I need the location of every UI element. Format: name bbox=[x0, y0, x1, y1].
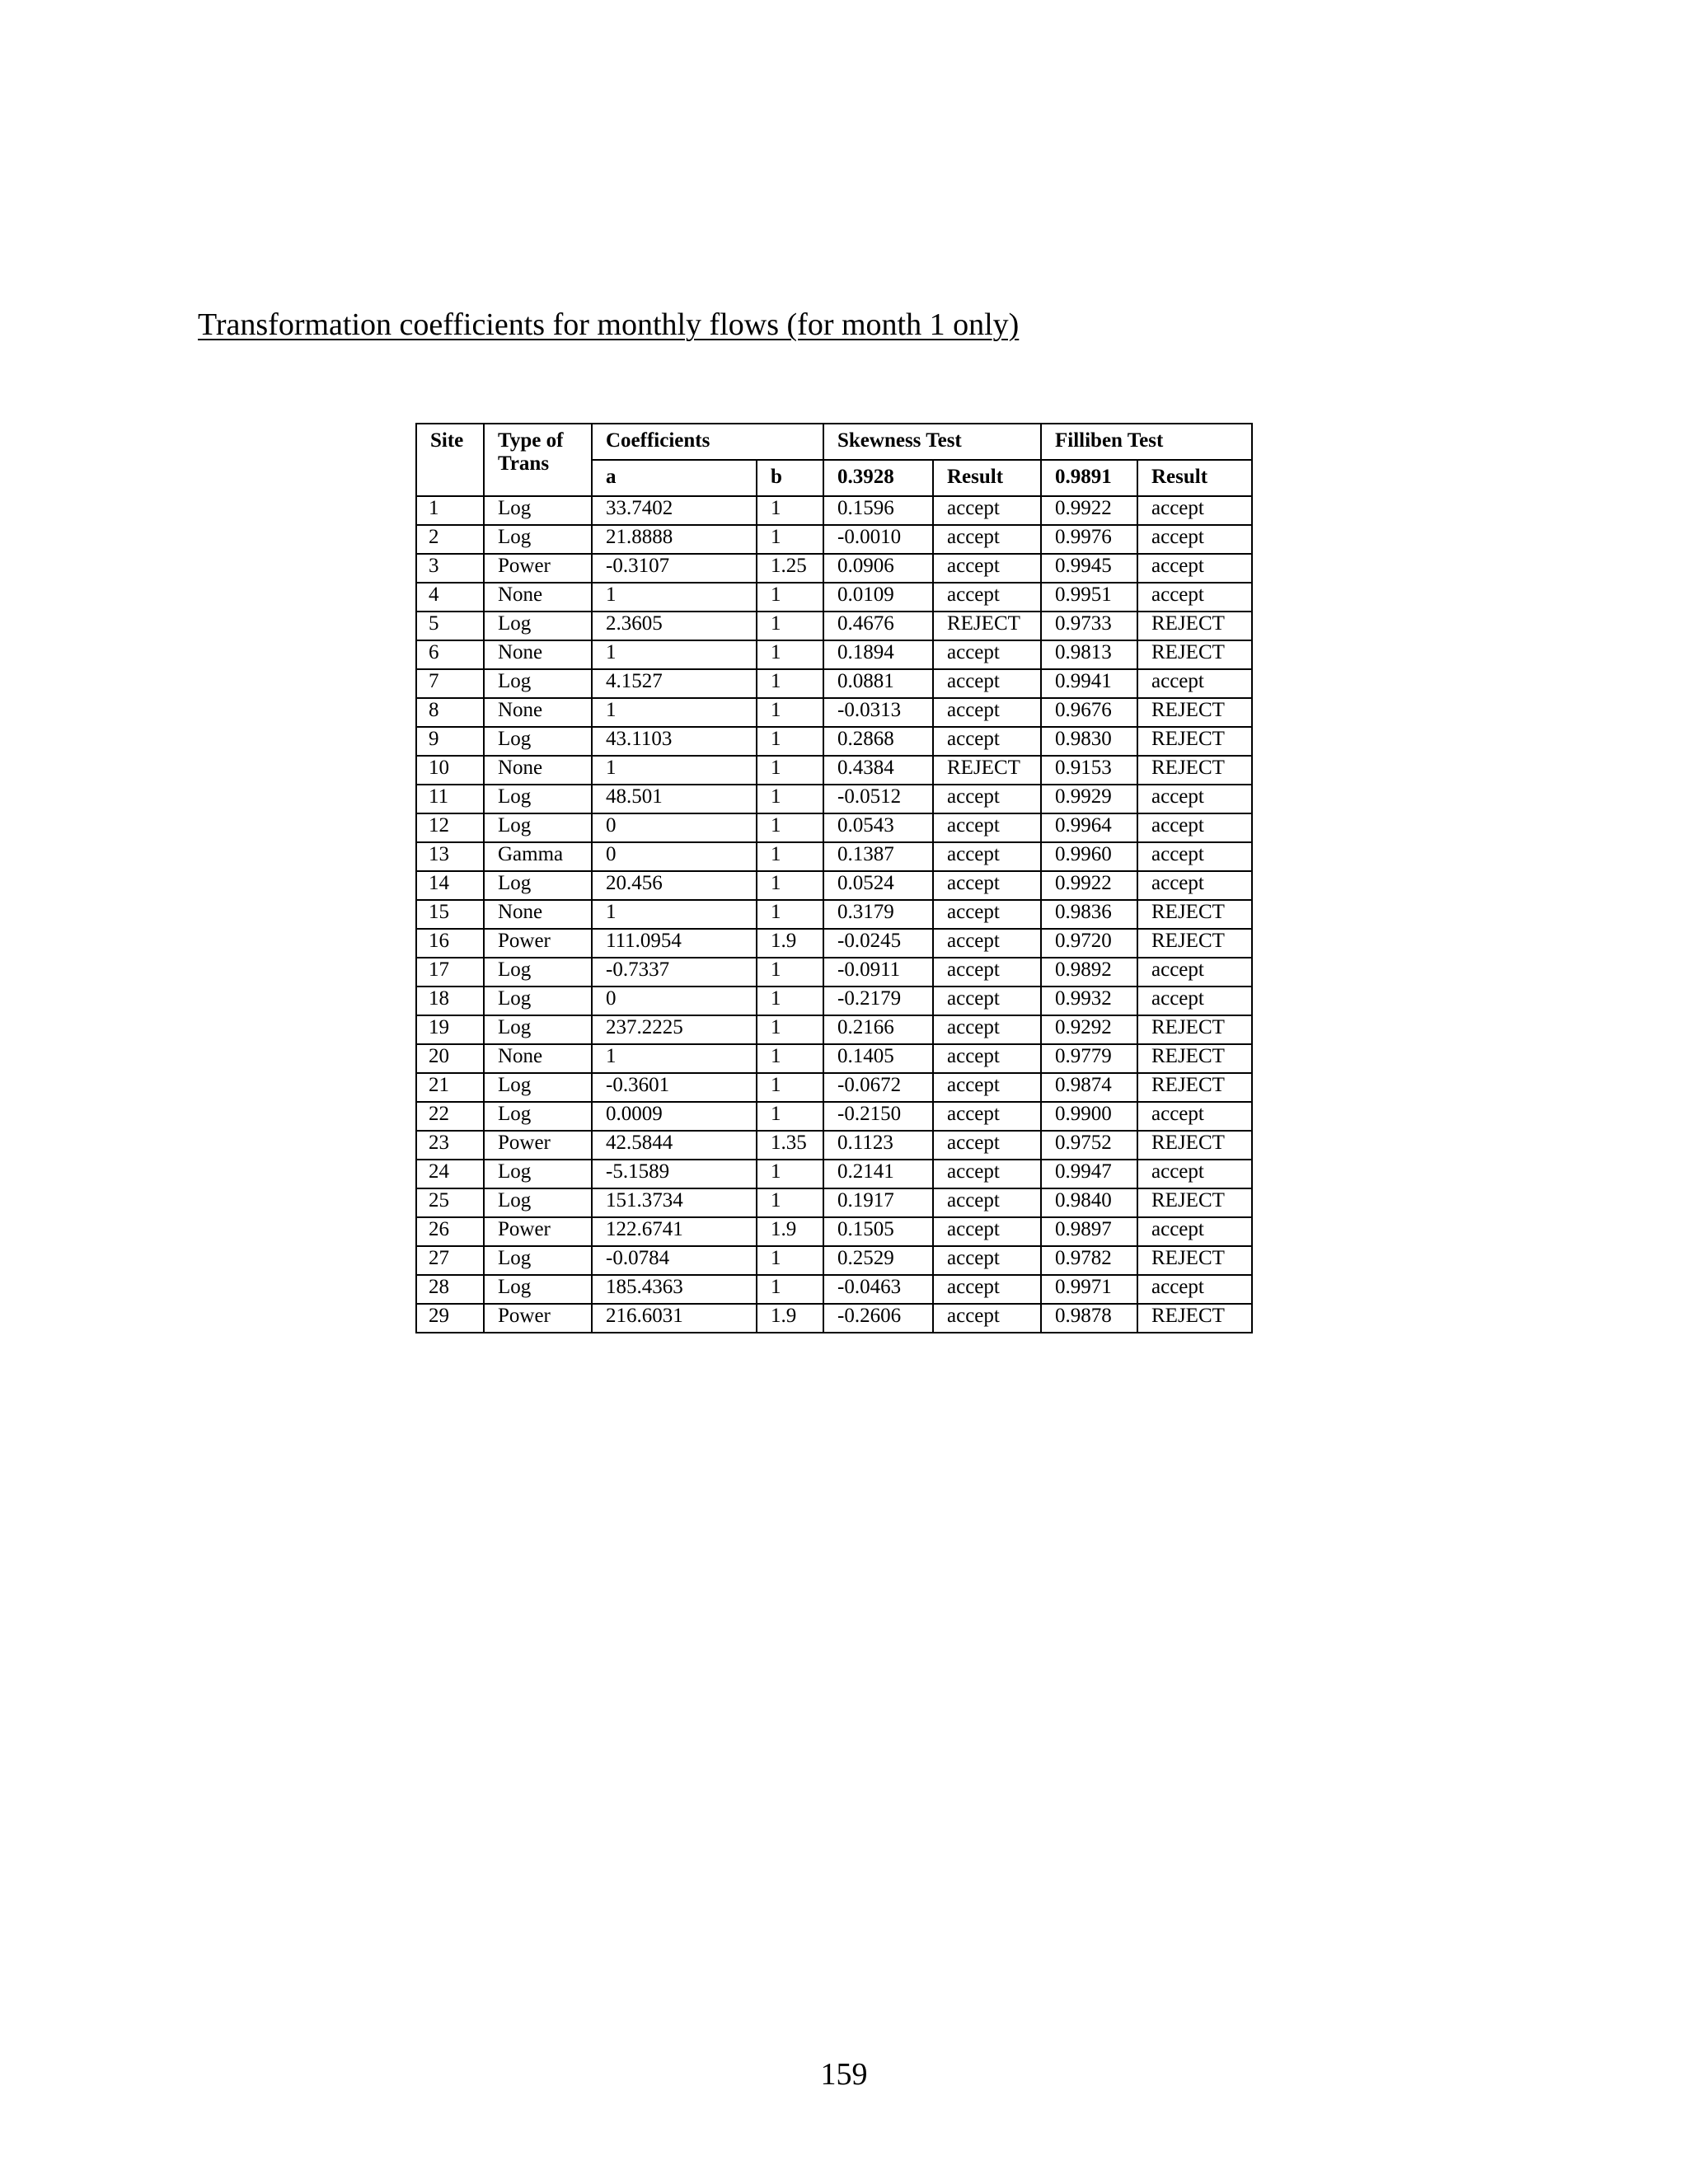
coefficient-b-cell: 1 bbox=[757, 525, 823, 554]
coefficient-b-cell: 1.9 bbox=[757, 1217, 823, 1246]
skewness-result-cell: accept bbox=[933, 1073, 1041, 1102]
site-cell: 25 bbox=[416, 1188, 484, 1217]
filliben-value-cell: 0.9951 bbox=[1041, 583, 1137, 612]
filliben-value-cell: 0.9752 bbox=[1041, 1131, 1137, 1160]
type-cell: Log bbox=[484, 1188, 592, 1217]
coefficient-a-cell: -0.3107 bbox=[592, 554, 757, 583]
filliben-result-cell: REJECT bbox=[1137, 1304, 1252, 1333]
type-cell: Log bbox=[484, 612, 592, 640]
coefficient-b-cell: 1 bbox=[757, 1160, 823, 1188]
site-cell: 21 bbox=[416, 1073, 484, 1102]
site-cell: 8 bbox=[416, 698, 484, 727]
skewness-result-cell: REJECT bbox=[933, 756, 1041, 785]
coefficient-b-cell: 1 bbox=[757, 583, 823, 612]
filliben-value-cell: 0.9874 bbox=[1041, 1073, 1137, 1102]
coefficient-a-cell: -0.3601 bbox=[592, 1073, 757, 1102]
table-row bbox=[416, 1044, 1252, 1073]
coefficient-b-cell: 1 bbox=[757, 496, 823, 525]
site-cell: 26 bbox=[416, 1217, 484, 1246]
type-cell: Log bbox=[484, 958, 592, 987]
coefficient-b-cell: 1 bbox=[757, 785, 823, 813]
site-cell: 15 bbox=[416, 900, 484, 929]
skewness-value-cell: 0.0543 bbox=[823, 813, 933, 842]
filliben-result-cell: accept bbox=[1137, 958, 1252, 987]
site-cell: 23 bbox=[416, 1131, 484, 1160]
site-cell: 11 bbox=[416, 785, 484, 813]
type-cell: None bbox=[484, 698, 592, 727]
site-cell: 22 bbox=[416, 1102, 484, 1131]
skewness-value-cell: 0.0881 bbox=[823, 669, 933, 698]
coefficient-a-cell: 1 bbox=[592, 1044, 757, 1073]
coefficient-b-cell: 1 bbox=[757, 842, 823, 871]
coefficient-a-cell: -0.0784 bbox=[592, 1246, 757, 1275]
table-body bbox=[416, 496, 1252, 1333]
site-cell: 14 bbox=[416, 871, 484, 900]
filliben-value-cell: 0.9976 bbox=[1041, 525, 1137, 554]
table-row bbox=[416, 1217, 1252, 1246]
filliben-value-cell: 0.9897 bbox=[1041, 1217, 1137, 1246]
filliben-value-cell: 0.9971 bbox=[1041, 1275, 1137, 1304]
type-cell: Gamma bbox=[484, 842, 592, 871]
page-number: 159 bbox=[820, 2057, 868, 2092]
skewness-result-cell: accept bbox=[933, 958, 1041, 987]
site-cell: 6 bbox=[416, 640, 484, 669]
type-cell: Log bbox=[484, 1073, 592, 1102]
skewness-value-cell: -0.0512 bbox=[823, 785, 933, 813]
skewness-result-cell: accept bbox=[933, 727, 1041, 756]
table-row bbox=[416, 1131, 1252, 1160]
coefficient-a-cell: 4.1527 bbox=[592, 669, 757, 698]
coefficient-a-cell: 48.501 bbox=[592, 785, 757, 813]
skewness-value-cell: 0.1596 bbox=[823, 496, 933, 525]
coefficient-b-cell: 1 bbox=[757, 1102, 823, 1131]
table-row bbox=[416, 756, 1252, 785]
coefficient-b-cell: 1.35 bbox=[757, 1131, 823, 1160]
table-row bbox=[416, 1015, 1252, 1044]
filliben-value-cell: 0.9779 bbox=[1041, 1044, 1137, 1073]
coefficient-b-cell: 1 bbox=[757, 813, 823, 842]
type-cell: Log bbox=[484, 1015, 592, 1044]
table-row bbox=[416, 640, 1252, 669]
skewness-result-cell: accept bbox=[933, 813, 1041, 842]
table-row bbox=[416, 669, 1252, 698]
filliben-result-cell: accept bbox=[1137, 1102, 1252, 1131]
skewness-result-cell: accept bbox=[933, 929, 1041, 958]
skewness-result-cell: accept bbox=[933, 525, 1041, 554]
coefficient-b-header: b bbox=[757, 460, 823, 496]
filliben-result-cell: REJECT bbox=[1137, 756, 1252, 785]
coefficient-a-cell: 42.5844 bbox=[592, 1131, 757, 1160]
type-cell: Log bbox=[484, 987, 592, 1015]
table-row bbox=[416, 929, 1252, 958]
skewness-value-cell: 0.1387 bbox=[823, 842, 933, 871]
type-of-trans-header: Type of Trans bbox=[484, 424, 592, 496]
coefficient-a-cell: 0 bbox=[592, 842, 757, 871]
site-cell: 12 bbox=[416, 813, 484, 842]
filliben-result-cell: accept bbox=[1137, 554, 1252, 583]
skewness-result-cell: accept bbox=[933, 871, 1041, 900]
skewness-value-cell: -0.0245 bbox=[823, 929, 933, 958]
skewness-value-cell: 0.0109 bbox=[823, 583, 933, 612]
table-row bbox=[416, 612, 1252, 640]
site-cell: 20 bbox=[416, 1044, 484, 1073]
skewness-result-cell: accept bbox=[933, 900, 1041, 929]
site-cell: 7 bbox=[416, 669, 484, 698]
skewness-value-cell: 0.1123 bbox=[823, 1131, 933, 1160]
site-cell: 9 bbox=[416, 727, 484, 756]
site-cell: 18 bbox=[416, 987, 484, 1015]
site-cell: 4 bbox=[416, 583, 484, 612]
coefficient-a-cell: 237.2225 bbox=[592, 1015, 757, 1044]
coefficient-b-cell: 1 bbox=[757, 1015, 823, 1044]
skewness-result-cell: REJECT bbox=[933, 612, 1041, 640]
skewness-value-cell: 0.4384 bbox=[823, 756, 933, 785]
type-cell: Log bbox=[484, 785, 592, 813]
filliben-value-cell: 0.9878 bbox=[1041, 1304, 1137, 1333]
filliben-threshold-header: 0.9891 bbox=[1041, 460, 1137, 496]
filliben-result-cell: REJECT bbox=[1137, 1246, 1252, 1275]
skewness-value-cell: 0.0524 bbox=[823, 871, 933, 900]
table-row bbox=[416, 900, 1252, 929]
filliben-value-cell: 0.9676 bbox=[1041, 698, 1137, 727]
coefficient-a-cell: 0.0009 bbox=[592, 1102, 757, 1131]
coefficient-a-cell: 43.1103 bbox=[592, 727, 757, 756]
skewness-result-cell: accept bbox=[933, 1188, 1041, 1217]
filliben-value-cell: 0.9945 bbox=[1041, 554, 1137, 583]
skewness-value-cell: 0.2166 bbox=[823, 1015, 933, 1044]
coefficient-a-cell: 216.6031 bbox=[592, 1304, 757, 1333]
skewness-test-header: Skewness Test bbox=[823, 424, 1041, 460]
coefficient-a-cell: 2.3605 bbox=[592, 612, 757, 640]
skewness-value-cell: 0.4676 bbox=[823, 612, 933, 640]
skewness-result-cell: accept bbox=[933, 669, 1041, 698]
coefficient-b-cell: 1 bbox=[757, 1275, 823, 1304]
skewness-result-cell: accept bbox=[933, 785, 1041, 813]
type-cell: Power bbox=[484, 1131, 592, 1160]
table-row bbox=[416, 1275, 1252, 1304]
coefficient-a-cell: 111.0954 bbox=[592, 929, 757, 958]
coefficient-a-cell: 33.7402 bbox=[592, 496, 757, 525]
coefficient-b-cell: 1 bbox=[757, 987, 823, 1015]
skewness-result-header: Result bbox=[933, 460, 1041, 496]
site-cell: 27 bbox=[416, 1246, 484, 1275]
filliben-result-cell: REJECT bbox=[1137, 640, 1252, 669]
type-cell: Power bbox=[484, 929, 592, 958]
table-header-row-1 bbox=[416, 424, 1252, 460]
skewness-result-cell: accept bbox=[933, 640, 1041, 669]
table-row bbox=[416, 554, 1252, 583]
coefficient-b-cell: 1 bbox=[757, 958, 823, 987]
filliben-value-cell: 0.9892 bbox=[1041, 958, 1137, 987]
coefficient-b-cell: 1 bbox=[757, 871, 823, 900]
site-cell: 28 bbox=[416, 1275, 484, 1304]
coefficient-b-cell: 1 bbox=[757, 612, 823, 640]
table-row bbox=[416, 842, 1252, 871]
skewness-value-cell: 0.0906 bbox=[823, 554, 933, 583]
coefficient-a-cell: 1 bbox=[592, 583, 757, 612]
skewness-value-cell: 0.1505 bbox=[823, 1217, 933, 1246]
coefficient-a-cell: 20.456 bbox=[592, 871, 757, 900]
type-cell: Power bbox=[484, 1304, 592, 1333]
filliben-result-cell: REJECT bbox=[1137, 727, 1252, 756]
skewness-value-cell: -0.2150 bbox=[823, 1102, 933, 1131]
site-cell: 16 bbox=[416, 929, 484, 958]
coefficient-b-cell: 1 bbox=[757, 900, 823, 929]
filliben-result-cell: REJECT bbox=[1137, 1044, 1252, 1073]
coefficient-a-cell: 1 bbox=[592, 756, 757, 785]
table-row bbox=[416, 496, 1252, 525]
skewness-value-cell: -0.0313 bbox=[823, 698, 933, 727]
coefficient-a-cell: 151.3734 bbox=[592, 1188, 757, 1217]
table-row bbox=[416, 1160, 1252, 1188]
coefficient-a-cell: -5.1589 bbox=[592, 1160, 757, 1188]
filliben-value-cell: 0.9782 bbox=[1041, 1246, 1137, 1275]
site-cell: 10 bbox=[416, 756, 484, 785]
filliben-result-cell: accept bbox=[1137, 1160, 1252, 1188]
filliben-result-cell: REJECT bbox=[1137, 929, 1252, 958]
table-row bbox=[416, 525, 1252, 554]
table-row bbox=[416, 1073, 1252, 1102]
coefficient-a-cell: 1 bbox=[592, 900, 757, 929]
filliben-value-cell: 0.9964 bbox=[1041, 813, 1137, 842]
coefficients-header: Coefficients bbox=[592, 424, 823, 460]
coefficient-b-cell: 1 bbox=[757, 1246, 823, 1275]
filliben-result-cell: accept bbox=[1137, 842, 1252, 871]
coefficient-a-cell: 1 bbox=[592, 698, 757, 727]
coefficient-a-cell: 185.4363 bbox=[592, 1275, 757, 1304]
filliben-test-header: Filliben Test bbox=[1041, 424, 1252, 460]
filliben-value-cell: 0.9813 bbox=[1041, 640, 1137, 669]
type-cell: Log bbox=[484, 1160, 592, 1188]
site-header: Site bbox=[416, 424, 484, 496]
coefficient-b-cell: 1.25 bbox=[757, 554, 823, 583]
site-cell: 5 bbox=[416, 612, 484, 640]
skewness-value-cell: -0.0463 bbox=[823, 1275, 933, 1304]
site-cell: 13 bbox=[416, 842, 484, 871]
table-row bbox=[416, 987, 1252, 1015]
coefficient-a-cell: 122.6741 bbox=[592, 1217, 757, 1246]
skewness-value-cell: 0.2529 bbox=[823, 1246, 933, 1275]
filliben-result-cell: accept bbox=[1137, 525, 1252, 554]
type-cell: Log bbox=[484, 813, 592, 842]
skewness-value-cell: 0.3179 bbox=[823, 900, 933, 929]
filliben-result-cell: accept bbox=[1137, 1275, 1252, 1304]
filliben-value-cell: 0.9720 bbox=[1041, 929, 1137, 958]
coefficient-b-cell: 1 bbox=[757, 1073, 823, 1102]
coefficient-b-cell: 1 bbox=[757, 1188, 823, 1217]
filliben-result-cell: accept bbox=[1137, 987, 1252, 1015]
table-row bbox=[416, 1304, 1252, 1333]
filliben-result-cell: accept bbox=[1137, 496, 1252, 525]
filliben-result-cell: REJECT bbox=[1137, 900, 1252, 929]
coefficient-a-cell: 21.8888 bbox=[592, 525, 757, 554]
table-row bbox=[416, 958, 1252, 987]
type-cell: None bbox=[484, 756, 592, 785]
type-cell: Log bbox=[484, 727, 592, 756]
type-cell: Power bbox=[484, 1217, 592, 1246]
site-cell: 1 bbox=[416, 496, 484, 525]
type-cell: Log bbox=[484, 496, 592, 525]
type-cell: None bbox=[484, 583, 592, 612]
filliben-result-cell: accept bbox=[1137, 1217, 1252, 1246]
filliben-result-cell: accept bbox=[1137, 669, 1252, 698]
type-cell: Log bbox=[484, 871, 592, 900]
filliben-result-cell: REJECT bbox=[1137, 1073, 1252, 1102]
table-row bbox=[416, 698, 1252, 727]
type-cell: Log bbox=[484, 1246, 592, 1275]
filliben-result-cell: REJECT bbox=[1137, 612, 1252, 640]
filliben-value-cell: 0.9733 bbox=[1041, 612, 1137, 640]
coefficient-b-cell: 1 bbox=[757, 756, 823, 785]
skewness-result-cell: accept bbox=[933, 842, 1041, 871]
skewness-value-cell: -0.2179 bbox=[823, 987, 933, 1015]
filliben-result-cell: accept bbox=[1137, 583, 1252, 612]
type-cell: None bbox=[484, 900, 592, 929]
type-cell: None bbox=[484, 1044, 592, 1073]
skewness-value-cell: 0.1917 bbox=[823, 1188, 933, 1217]
coefficient-b-cell: 1.9 bbox=[757, 929, 823, 958]
coefficient-a-cell: 0 bbox=[592, 987, 757, 1015]
coefficient-b-cell: 1 bbox=[757, 698, 823, 727]
table-row bbox=[416, 813, 1252, 842]
skewness-value-cell: -0.0672 bbox=[823, 1073, 933, 1102]
site-cell: 19 bbox=[416, 1015, 484, 1044]
coefficients-table bbox=[415, 423, 1253, 1333]
coefficient-b-cell: 1 bbox=[757, 727, 823, 756]
skewness-result-cell: accept bbox=[933, 1275, 1041, 1304]
skewness-value-cell: 0.2141 bbox=[823, 1160, 933, 1188]
coefficient-b-cell: 1 bbox=[757, 669, 823, 698]
skewness-result-cell: accept bbox=[933, 1246, 1041, 1275]
table-row bbox=[416, 727, 1252, 756]
skewness-value-cell: 0.2868 bbox=[823, 727, 933, 756]
type-cell: Log bbox=[484, 1102, 592, 1131]
table-row bbox=[416, 583, 1252, 612]
filliben-value-cell: 0.9929 bbox=[1041, 785, 1137, 813]
filliben-value-cell: 0.9922 bbox=[1041, 871, 1137, 900]
table-row bbox=[416, 785, 1252, 813]
filliben-result-cell: accept bbox=[1137, 785, 1252, 813]
filliben-value-cell: 0.9900 bbox=[1041, 1102, 1137, 1131]
type-cell: Log bbox=[484, 669, 592, 698]
skewness-value-cell: 0.1405 bbox=[823, 1044, 933, 1073]
filliben-value-cell: 0.9960 bbox=[1041, 842, 1137, 871]
skewness-result-cell: accept bbox=[933, 987, 1041, 1015]
filliben-result-cell: accept bbox=[1137, 813, 1252, 842]
coefficient-a-cell: 1 bbox=[592, 640, 757, 669]
filliben-value-cell: 0.9153 bbox=[1041, 756, 1137, 785]
table-row bbox=[416, 871, 1252, 900]
type-cell: Log bbox=[484, 1275, 592, 1304]
table-row bbox=[416, 1188, 1252, 1217]
skewness-result-cell: accept bbox=[933, 496, 1041, 525]
skewness-result-cell: accept bbox=[933, 1131, 1041, 1160]
filliben-result-cell: accept bbox=[1137, 871, 1252, 900]
filliben-value-cell: 0.9941 bbox=[1041, 669, 1137, 698]
skewness-value-cell: -0.2606 bbox=[823, 1304, 933, 1333]
site-cell: 24 bbox=[416, 1160, 484, 1188]
coefficient-a-cell: -0.7337 bbox=[592, 958, 757, 987]
type-cell: Log bbox=[484, 525, 592, 554]
filliben-result-cell: REJECT bbox=[1137, 698, 1252, 727]
skewness-result-cell: accept bbox=[933, 583, 1041, 612]
coefficient-b-cell: 1.9 bbox=[757, 1304, 823, 1333]
filliben-value-cell: 0.9947 bbox=[1041, 1160, 1137, 1188]
filliben-value-cell: 0.9292 bbox=[1041, 1015, 1137, 1044]
skewness-result-cell: accept bbox=[933, 1217, 1041, 1246]
filliben-result-cell: REJECT bbox=[1137, 1131, 1252, 1160]
filliben-value-cell: 0.9932 bbox=[1041, 987, 1137, 1015]
skewness-result-cell: accept bbox=[933, 1304, 1041, 1333]
skewness-result-cell: accept bbox=[933, 1102, 1041, 1131]
site-cell: 3 bbox=[416, 554, 484, 583]
type-cell: None bbox=[484, 640, 592, 669]
filliben-value-cell: 0.9836 bbox=[1041, 900, 1137, 929]
filliben-result-header: Result bbox=[1137, 460, 1252, 496]
skewness-value-cell: -0.0911 bbox=[823, 958, 933, 987]
skewness-result-cell: accept bbox=[933, 1044, 1041, 1073]
skewness-value-cell: 0.1894 bbox=[823, 640, 933, 669]
table-row bbox=[416, 1102, 1252, 1131]
site-cell: 29 bbox=[416, 1304, 484, 1333]
coefficient-b-cell: 1 bbox=[757, 640, 823, 669]
type-cell: Power bbox=[484, 554, 592, 583]
filliben-value-cell: 0.9830 bbox=[1041, 727, 1137, 756]
table-row bbox=[416, 1246, 1252, 1275]
site-cell: 17 bbox=[416, 958, 484, 987]
skewness-threshold-header: 0.3928 bbox=[823, 460, 933, 496]
site-cell: 2 bbox=[416, 525, 484, 554]
skewness-value-cell: -0.0010 bbox=[823, 525, 933, 554]
filliben-result-cell: REJECT bbox=[1137, 1188, 1252, 1217]
coefficient-a-header: a bbox=[592, 460, 757, 496]
coefficient-a-cell: 0 bbox=[592, 813, 757, 842]
filliben-value-cell: 0.9922 bbox=[1041, 496, 1137, 525]
skewness-result-cell: accept bbox=[933, 1015, 1041, 1044]
filliben-value-cell: 0.9840 bbox=[1041, 1188, 1137, 1217]
coefficient-b-cell: 1 bbox=[757, 1044, 823, 1073]
page-title: Transformation coefficients for monthly flows (for month 1 only) bbox=[198, 307, 1020, 342]
filliben-result-cell: REJECT bbox=[1137, 1015, 1252, 1044]
skewness-result-cell: accept bbox=[933, 554, 1041, 583]
skewness-result-cell: accept bbox=[933, 698, 1041, 727]
skewness-result-cell: accept bbox=[933, 1160, 1041, 1188]
